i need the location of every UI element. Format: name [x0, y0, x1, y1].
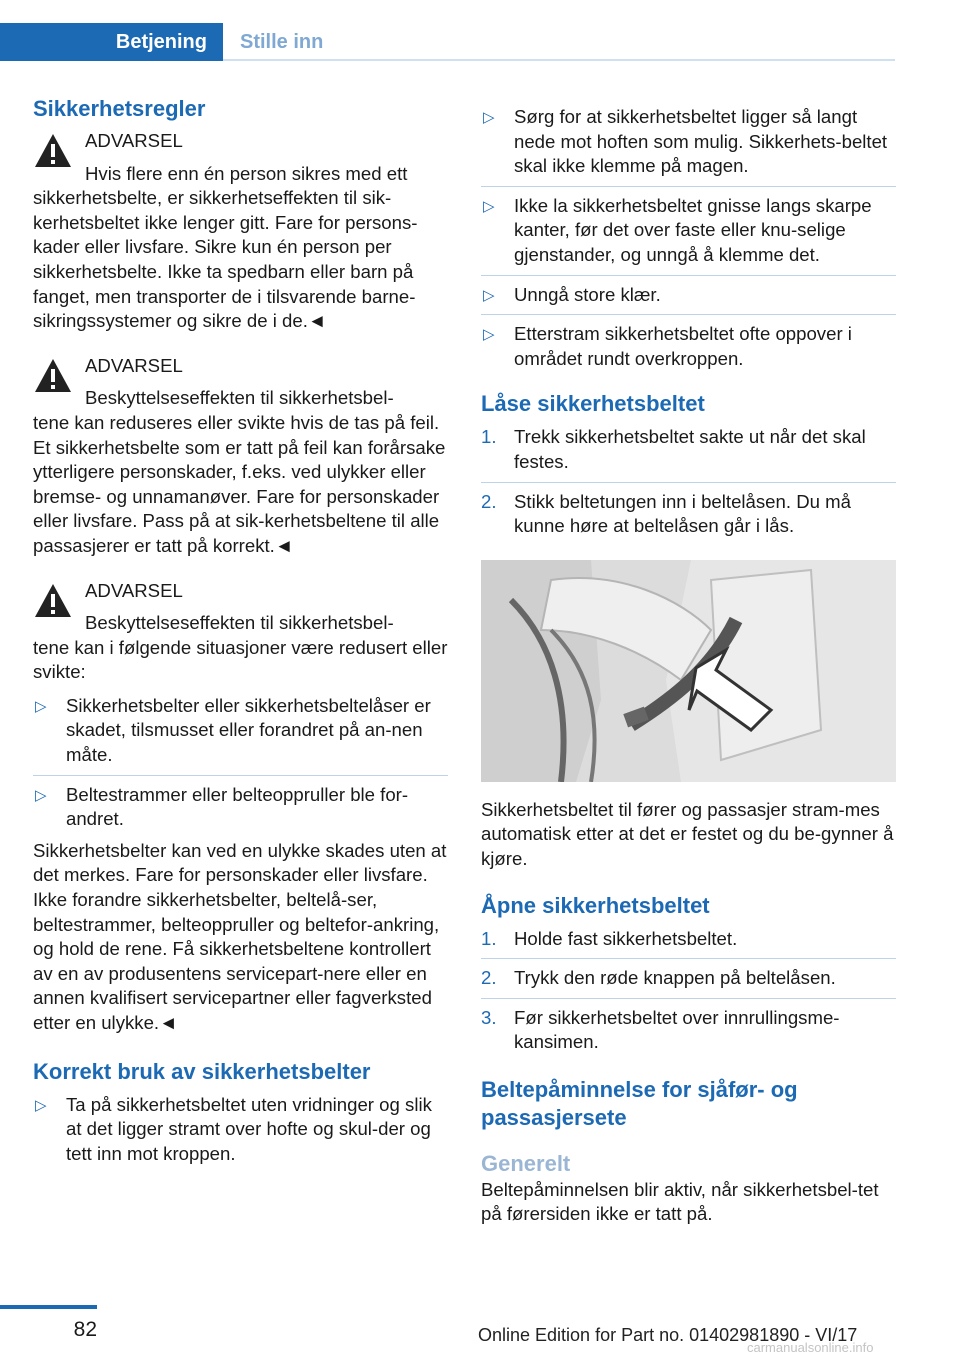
warning-text: tene kan i følgende situasjoner være redusert eller svikte:: [33, 636, 448, 683]
list-item: 1. Holde fast sikkerhetsbeltet.: [481, 927, 738, 949]
usage-bullet-list: [33, 1086, 448, 1174]
triangle-bullet-icon: ▷: [35, 786, 47, 804]
triangle-bullet-icon: ▷: [483, 109, 495, 126]
triangle-bullet-icon: ▷: [483, 197, 495, 215]
warning-first-line: Beskyttelseseffekten til sikkerhetsbel-: [85, 387, 394, 409]
list-item: 2. Stikk beltetungen inn i beltelåsen. Du må kunne høre at beltelåsen går i lås.: [481, 482, 896, 546]
tab-betjening[interactable]: Betjening: [0, 23, 223, 61]
warning-first-line: Beskyttelseseffekten til sikkerhetsbel-: [85, 612, 394, 634]
triangle-bullet-icon: ▷: [35, 1096, 47, 1114]
section-title-korrekt-bruk: Korrekt bruk av sikkerhetsbelter: [33, 1058, 371, 1084]
warning-block-1: [33, 129, 448, 334]
section-title-lase: Låse sikkerhetsbeltet: [481, 391, 705, 417]
list-item: ▷ Etterstram sikkerhetsbeltet ofte oppover i området rundt overkroppen.: [481, 314, 896, 378]
header-divider: [223, 59, 895, 61]
warning-followup-text: Sikkerhetsbelter kan ved en ulykke skades uten at det merkes. Fare for personskader eller livsfare. Ikke forandre sikkerhetsbelter, beltelå-ser, beltestrammer, belteoppruller og beltefor-ankring, og hold de rene. Få sikkerhetsbeltene kontrollert av en av produsentens servicepart-nere eller en annen kvalifisert servicepartner eller fagverksted etter en ulykke.◄: [33, 839, 447, 1033]
subsection-title-generelt: Generelt: [481, 1150, 571, 1176]
figure-caption: Sikkerhetsbeltet til fører og passasjer stram-mes automatisk etter at det er festet og du be-gynner å kjøre.: [481, 798, 894, 869]
usage-bullet-list-continued: [481, 98, 896, 378]
warning-bullet-list: [33, 687, 448, 839]
page-header: [0, 0, 895, 60]
page-number: 82: [73, 1318, 97, 1341]
footer-divider: [0, 1305, 97, 1309]
list-item: 1. Trekk sikkerhetsbeltet sakte ut når det skal festes.: [481, 426, 866, 472]
watermark: carmanualsonline.info: [747, 1340, 874, 1355]
triangle-bullet-icon: ▷: [483, 286, 495, 304]
tab-stille-inn[interactable]: Stille inn: [240, 30, 324, 53]
list-item: ▷ Unngå store klær.: [481, 275, 896, 315]
warning-label: ADVARSEL: [85, 354, 183, 376]
left-column: [33, 95, 448, 1173]
subsection-text: Beltepåminnelsen blir aktiv, når sikkerhetsbel-tet på førersiden ikke er tatt på.: [481, 1178, 879, 1225]
section-title-beltepaminnelse: Beltepåminnelse for sjåfør- og passasjersete: [481, 1076, 798, 1130]
triangle-bullet-icon: ▷: [35, 697, 47, 715]
lock-steps-list: [481, 418, 896, 545]
list-item: 3. Før sikkerhetsbeltet over innrullingsme-kansimen.: [481, 998, 896, 1062]
warning-label: ADVARSEL: [85, 130, 183, 151]
footer-edition: Online Edition for Part no. 01402981890 - VI/17: [478, 1325, 858, 1345]
warning-block-3: [33, 579, 448, 1036]
list-item: ▷ Sørg for at sikkerhetsbeltet ligger så langt nede mot hoften som mulig. Sikkerhets-beltet skal ikke klemme på magen.: [483, 106, 888, 177]
right-column: [481, 95, 896, 1227]
warning-triangle-icon: [33, 131, 73, 171]
warning-label: ADVARSEL: [85, 579, 183, 601]
section-title-sikkerhetsregler: Sikkerhetsregler: [33, 96, 206, 121]
triangle-bullet-icon: ▷: [483, 326, 495, 344]
list-item: ▷ Ta på sikkerhetsbeltet uten vridninger og slik at det ligger stramt over hofte og skul-der og tett inn mot kroppen.: [35, 1093, 432, 1164]
seatbelt-buckle-illustration: [481, 560, 896, 782]
warning-text: tene kan reduseres eller svikte hvis de tas på feil. Et sikkerhetsbelte som er tatt på feil kan forårsake ytterligere personskader, f.eks. ved ulykker eller bremse- og unnamanøver. Fare for personskader eller livsfare. Pass på at sik-kerhetsbeltene til alle passasjerer er tatt på korrekt.◄: [33, 411, 446, 556]
list-item: 2. Trykk den røde knappen på beltelåsen.: [481, 958, 896, 998]
warning-triangle-icon: [33, 356, 73, 396]
warning-block-2: [33, 354, 448, 559]
warning-triangle-icon: [33, 581, 73, 621]
seat-illustration-graphic: [481, 560, 896, 782]
open-steps-list: [481, 920, 896, 1062]
warning-text: sikkerhetsbelte, er sikkerhetseffekten til sik-kerhetsbeltet ikke lenger gitt. Fare for persons-kader eller livsfare. Sikre kun én person per sikkerhetsbelte. Ikke ta spedbarn eller barn på fanget, men transporter de i tilsvarende barne-sikringssystemer og sikre de i de.◄: [33, 187, 418, 332]
warning-first-line: Hvis flere enn én person sikres med ett: [85, 162, 408, 184]
section-title-apne: Åpne sikkerhetsbeltet: [481, 892, 710, 918]
list-item: ▷ Ikke la sikkerhetsbeltet gnisse langs skarpe kanter, før det over faste eller knu-selige gjenstander, og unngå å klemme det.: [481, 186, 896, 275]
list-item: ▷ Sikkerhetsbelter eller sikkerhetsbeltelåser er skadet, tilsmusset eller forandret på an-nen måte.: [35, 694, 431, 766]
list-item: ▷ Beltestrammer eller belteoppruller ble for-andret.: [33, 775, 448, 839]
